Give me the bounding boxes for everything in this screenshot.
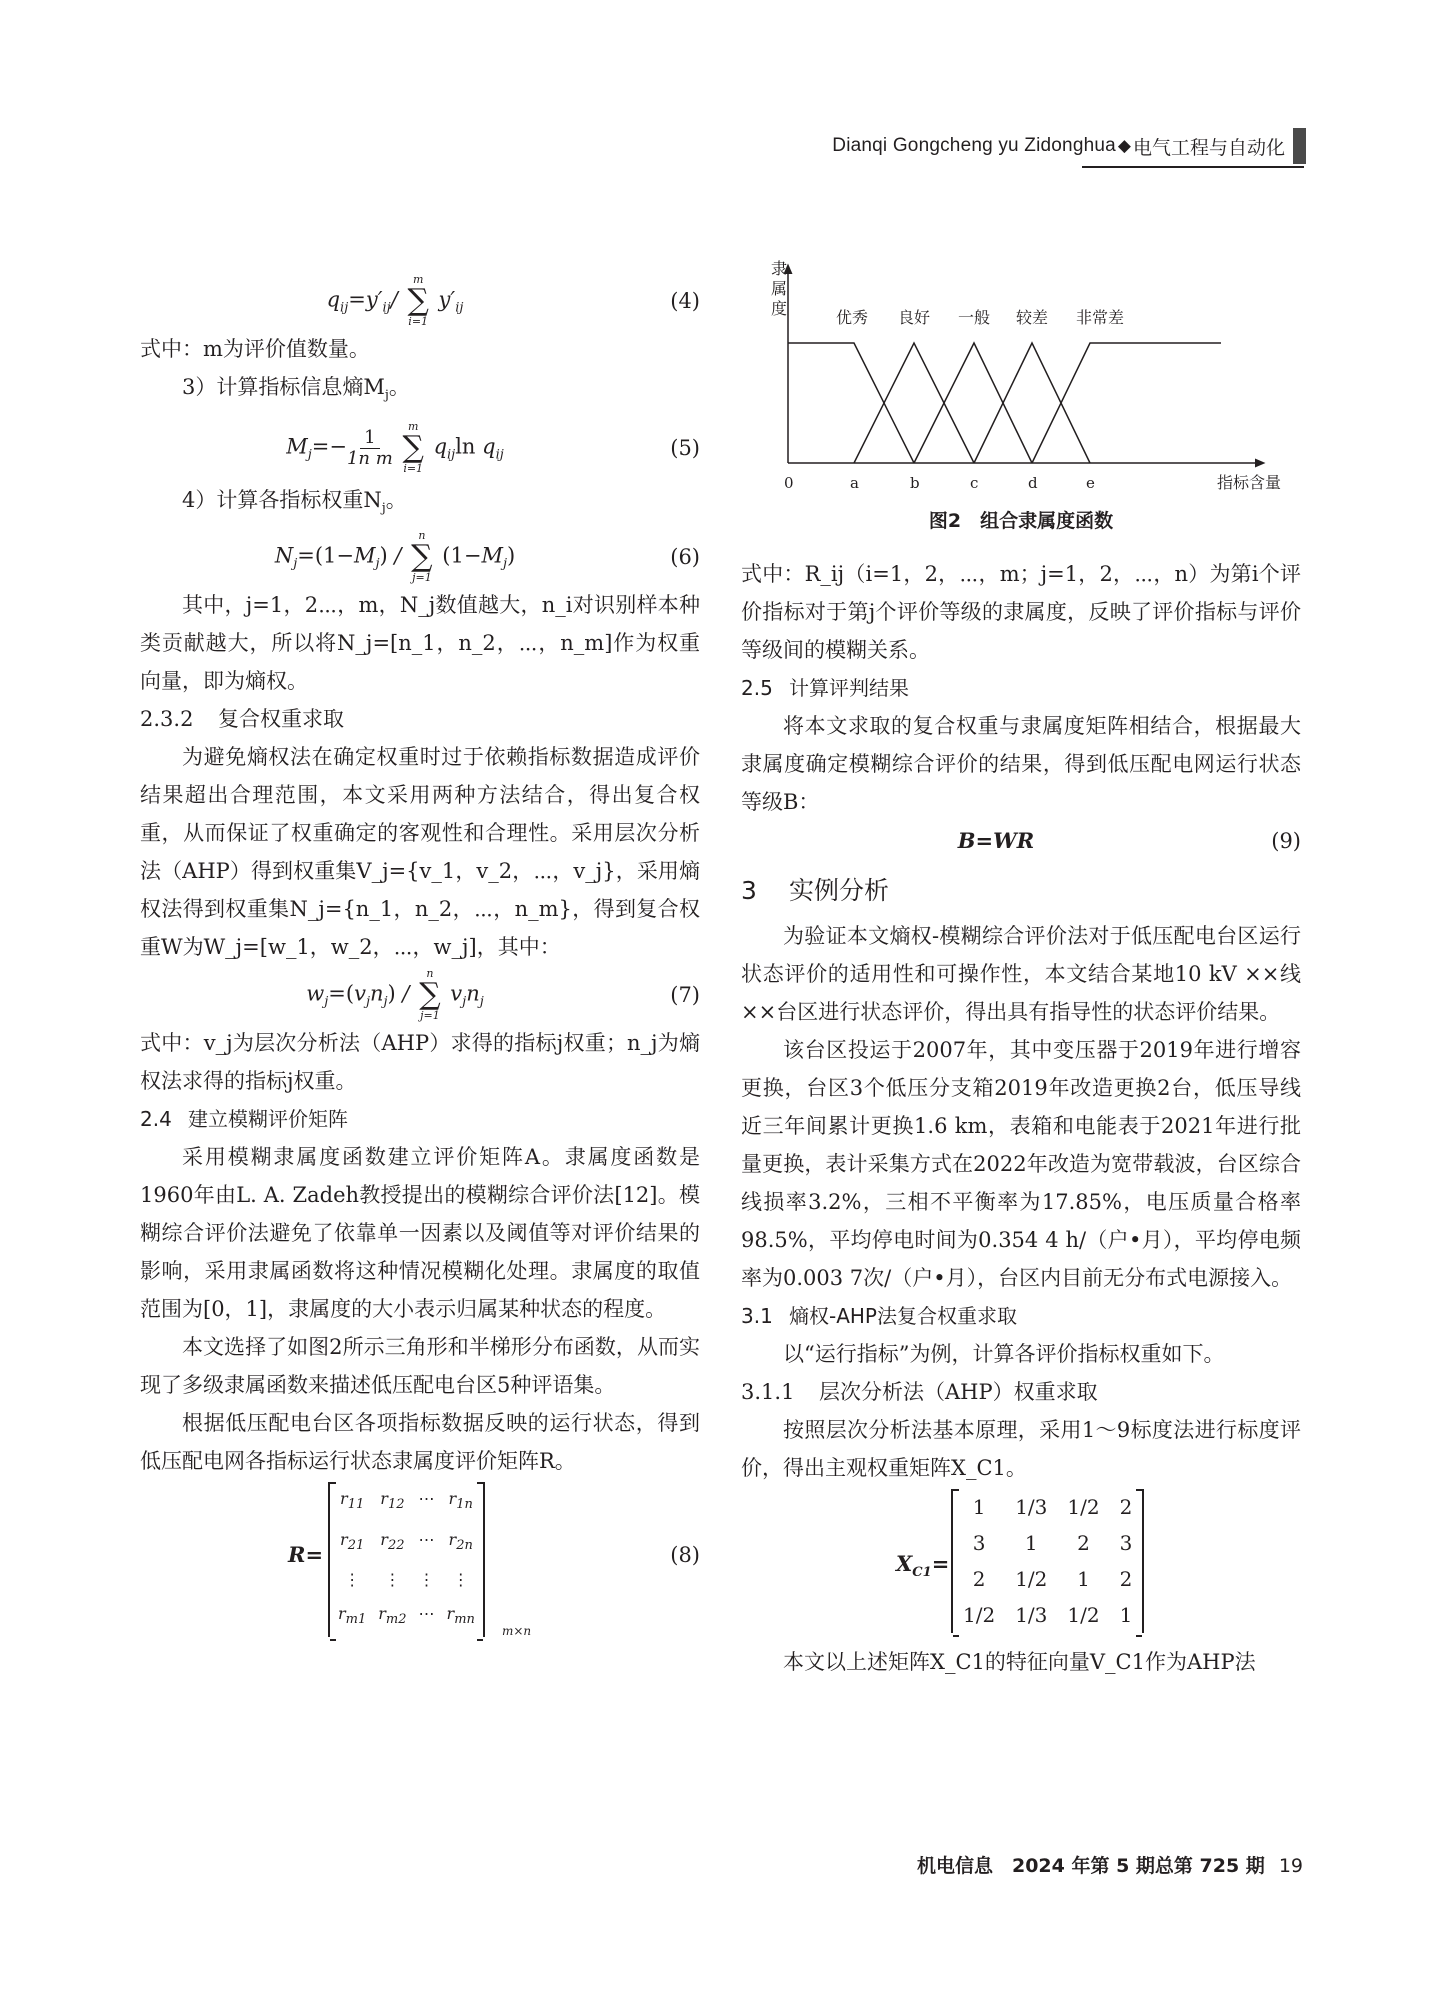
x-tick-label: 0	[784, 474, 794, 492]
membership-curves	[788, 343, 1221, 463]
membership-function-figure	[741, 258, 1301, 528]
heading-3: 3 实例分析	[741, 876, 890, 905]
equation-number: (7)	[670, 983, 700, 1008]
page-footer	[917, 1851, 1303, 1878]
matrix-cell: 1	[1077, 1567, 1090, 1591]
grade-label: 非常差	[1076, 308, 1125, 327]
matrix-cell: 1/2	[1015, 1567, 1048, 1591]
x-tick-label: d	[1028, 474, 1038, 492]
matrix-cell: 1/2	[1067, 1603, 1100, 1627]
equation-7: $w_j=(v_jn_j)$ / n ∑ j=1 $v_jn_j$ (7)	[306, 967, 700, 1023]
equation-number: (8)	[670, 1543, 700, 1568]
paragraph-r: 式中：R_ij（i=1，2，⋯，m；j=1，2，⋯，n）为第i个评价指标对于第j个评价等级的隶属度，反映了评价指标与评价等级间的模糊关系。	[741, 562, 1301, 662]
heading-3-1: 3.1 熵权-AHP法复合权重求取	[741, 1304, 1017, 1328]
matrix-cell: 3	[1119, 1531, 1133, 1555]
header-rule	[1082, 166, 1304, 168]
paragraph-m: 式中：m为评价值数量。	[140, 337, 370, 361]
matrix-cell: 1	[972, 1495, 986, 1519]
figure-caption: 图2 组合隶属度函数	[928, 510, 1114, 532]
running-header	[832, 128, 1306, 164]
equation-4: $q_{ij}=y'_{ij}/$ m ∑ i=1 $y'_{ij}$ (4)	[326, 273, 700, 328]
paragraph-case-1: 为验证本文熵权-模糊综合评价法对于低压配电台区运行状态评价的适用性和可操作性，本文结合某地10 kV ××线××台区进行状态评价，得出具有指导性的状态评价结果。	[741, 924, 1301, 1024]
equation-number: (4)	[670, 289, 700, 313]
y-axis-label-char: 属	[771, 279, 788, 298]
matrix-cell: 2	[1119, 1567, 1133, 1591]
journal-name-en: Dianqi Gongcheng yu Zidonghua	[832, 135, 1116, 156]
heading-2-3-2: 2.3.2 复合权重求取	[140, 707, 344, 732]
curve-very-poor	[1032, 343, 1221, 463]
page-number: 19	[1278, 1855, 1303, 1877]
grade-label: 优秀	[836, 308, 869, 327]
matrix-cell: 1/3	[1015, 1495, 1048, 1519]
grade-label: 良好	[898, 308, 931, 327]
paragraph-eq7: 式中：v_j为层次分析法（AHP）求得的指标j权重；n_j为熵权法求得的指标j权重。	[140, 1031, 700, 1094]
paragraph-3-1: 以“运行指标”为例，计算各评价指标权重如下。	[783, 1342, 1225, 1366]
paragraph-fuzzy-3: 根据低压配电台区各项指标数据反映的运行状态，得到低压配电网各指标运行状态隶属度评价矩阵R。	[140, 1411, 700, 1474]
matrix-cell: 3	[972, 1531, 986, 1555]
matrix-cell: 1/2	[1067, 1495, 1100, 1519]
diamond-icon: ◆	[1117, 136, 1131, 155]
equation-number: (6)	[670, 545, 700, 570]
equation-number: (9)	[1271, 829, 1301, 853]
paragraph-case-2: 该台区投运于2007年，其中变压器于2019年进行增容更换，台区3个低压分支箱2019年改造更换2台，低压导线近三年间累计更换1.6 km，表箱和电能表于2021年进行批量更换，表计采集方式在2022年改造为宽带载波，台区综合线损率3.2%，三相不平衡率为17.85%，电压质量合格率98.5%，平均停电时间为0.354 4 h/（户•月），平均停电频率为0.003 7次/（户•月），台区内目前无分布式电源接入。	[741, 1038, 1301, 1290]
curve-good	[854, 343, 974, 463]
header-bar	[1293, 128, 1306, 164]
y-axis-label-char: 度	[771, 299, 788, 318]
left-column	[140, 272, 700, 1639]
matrix-cell: 2	[972, 1567, 986, 1591]
matrix-cell: 1	[1119, 1603, 1133, 1627]
matrix-cell: 2	[1119, 1495, 1133, 1519]
x-tick-label: b	[910, 474, 920, 492]
paragraph-last: 本文以上述矩阵X_C1的特征向量V_C1作为AHP法	[783, 1650, 1256, 1674]
grade-label: 较差	[1016, 308, 1049, 327]
x-tick-label: c	[970, 474, 979, 492]
heading-2-5: 2.5 计算评判结果	[741, 676, 909, 700]
x-tick-label: e	[1086, 474, 1095, 492]
equation-5: $M_j=-$ $\frac{1}{\text{1n m}}$ m ∑ i=1 $q_{ij}\ln$ $q_{ij}$ (5)	[286, 420, 700, 476]
matrix-cell: 1/2	[963, 1603, 996, 1627]
heading-2-4: 2.4 建立模糊评价矩阵	[140, 1107, 348, 1132]
right-column	[741, 555, 1301, 1681]
paragraph-fuzzy-2: 本文选择了如图2所示三角形和半梯形分布函数，从而实现了多级隶属函数来描述低压配电台区5种评语集。	[140, 1335, 700, 1398]
equation-6: $N_j=(1-M_j)$ / n ∑ j=1 $(1-M_j)$ (6)	[274, 529, 700, 585]
heading-3-1-1: 3.1.1 层次分析法（AHP）权重求取	[741, 1380, 1098, 1404]
curve-poor	[974, 343, 1090, 463]
paragraph-3-1-1: 按照层次分析法基本原理，采用1～9标度法进行标度评价，得出主观权重矩阵X_C1。	[741, 1418, 1301, 1480]
equation-8: R= $r_{11}$ $r_{12}$ ⋯ $r_{1n}$ $r_{21}$ $r_{22}$ ⋯ $r_{2n}$ ⋮ ⋮ ⋮ ⋮ $r_{m1}$ $r_{m2}$ ⋯ $r_{mn}$ m×n (8)	[140, 1480, 700, 1630]
curve-fair	[914, 343, 1032, 463]
matrix-cell: 1/3	[1015, 1603, 1048, 1627]
equation-9: B=WR (9)	[741, 821, 1301, 861]
paragraph-result: 将本文求取的复合权重与隶属度矩阵相结合，根据最大隶属度确定模糊综合评价的结果，得到低压配电网运行状态等级B：	[741, 714, 1301, 814]
footer-journal: 机电信息 2024 年第 5 期总第 725 期	[916, 1855, 1265, 1877]
curve-excellent	[788, 343, 914, 463]
paragraph-entropy: 其中，j=1，2⋯，m，N_j数值越大，n_i对识别样本种类贡献越大，所以将N_j=[n_1，n_2，⋯，n_m]作为权重向量，即为熵权。	[140, 593, 700, 694]
matrix-xc1	[951, 1489, 1144, 1633]
equation-number: (5)	[670, 436, 700, 461]
x-tick-label: a	[850, 474, 859, 492]
matrix-cell: 2	[1077, 1531, 1090, 1555]
paragraph-composite: 为避免熵权法在确定权重时过于依赖指标数据造成评价结果超出合理范围，本文采用两种方法结合，得出复合权重，从而保证了权重确定的客观性和合理性。采用层次分析法（AHP）得到权重集V_j={v_1，v_2，⋯，v_j}，采用熵权法得到权重集N_j={n_1，n_2，⋯，n_m}，得到复合权重W为W_j=[w_1，w_2，⋯，w_j]，其中：	[140, 745, 700, 960]
matrix-cell: 1	[1024, 1531, 1038, 1555]
paragraph-fuzzy-1: 采用模糊隶属度函数建立评价矩阵A。隶属度函数是1960年由L. A. Zadeh教授提出的模糊综合评价法[12]。模糊综合评价法避免了依靠单一因素以及阈值等对评价结果的影响，采用隶属函数将这种情况模糊化处理。隶属度的取值范围为[0，1]，隶属度的大小表示归属某种状态的程度。	[140, 1145, 700, 1322]
grade-label: 一般	[958, 308, 991, 327]
step-3: 3）计算指标信息熵$M_j$。	[182, 375, 410, 404]
step-4: 4）计算各指标权重$N_j$。	[182, 488, 407, 517]
matrix-xc1-equation: $X_{C1}=$ 1 1/3 1/2 2 3 1 2 3 2 1/2 1 2 1/2 1/3 1/2 1	[741, 1489, 1301, 1639]
x-axis-label: 指标含量	[1217, 473, 1282, 492]
y-axis-label-char: 隶	[771, 259, 788, 278]
journal-name-cn: 电气工程与自动化	[1132, 136, 1285, 159]
matrix-r: $r_{11}$ $r_{12}$ ⋯ $r_{1n}$ $r_{21}$ $r_{22}$ ⋯ $r_{2n}$ ⋮ ⋮ ⋮ ⋮ $r_{m1}$ $r_{m2}$ ⋯ $r_{mn}$	[328, 1482, 485, 1637]
